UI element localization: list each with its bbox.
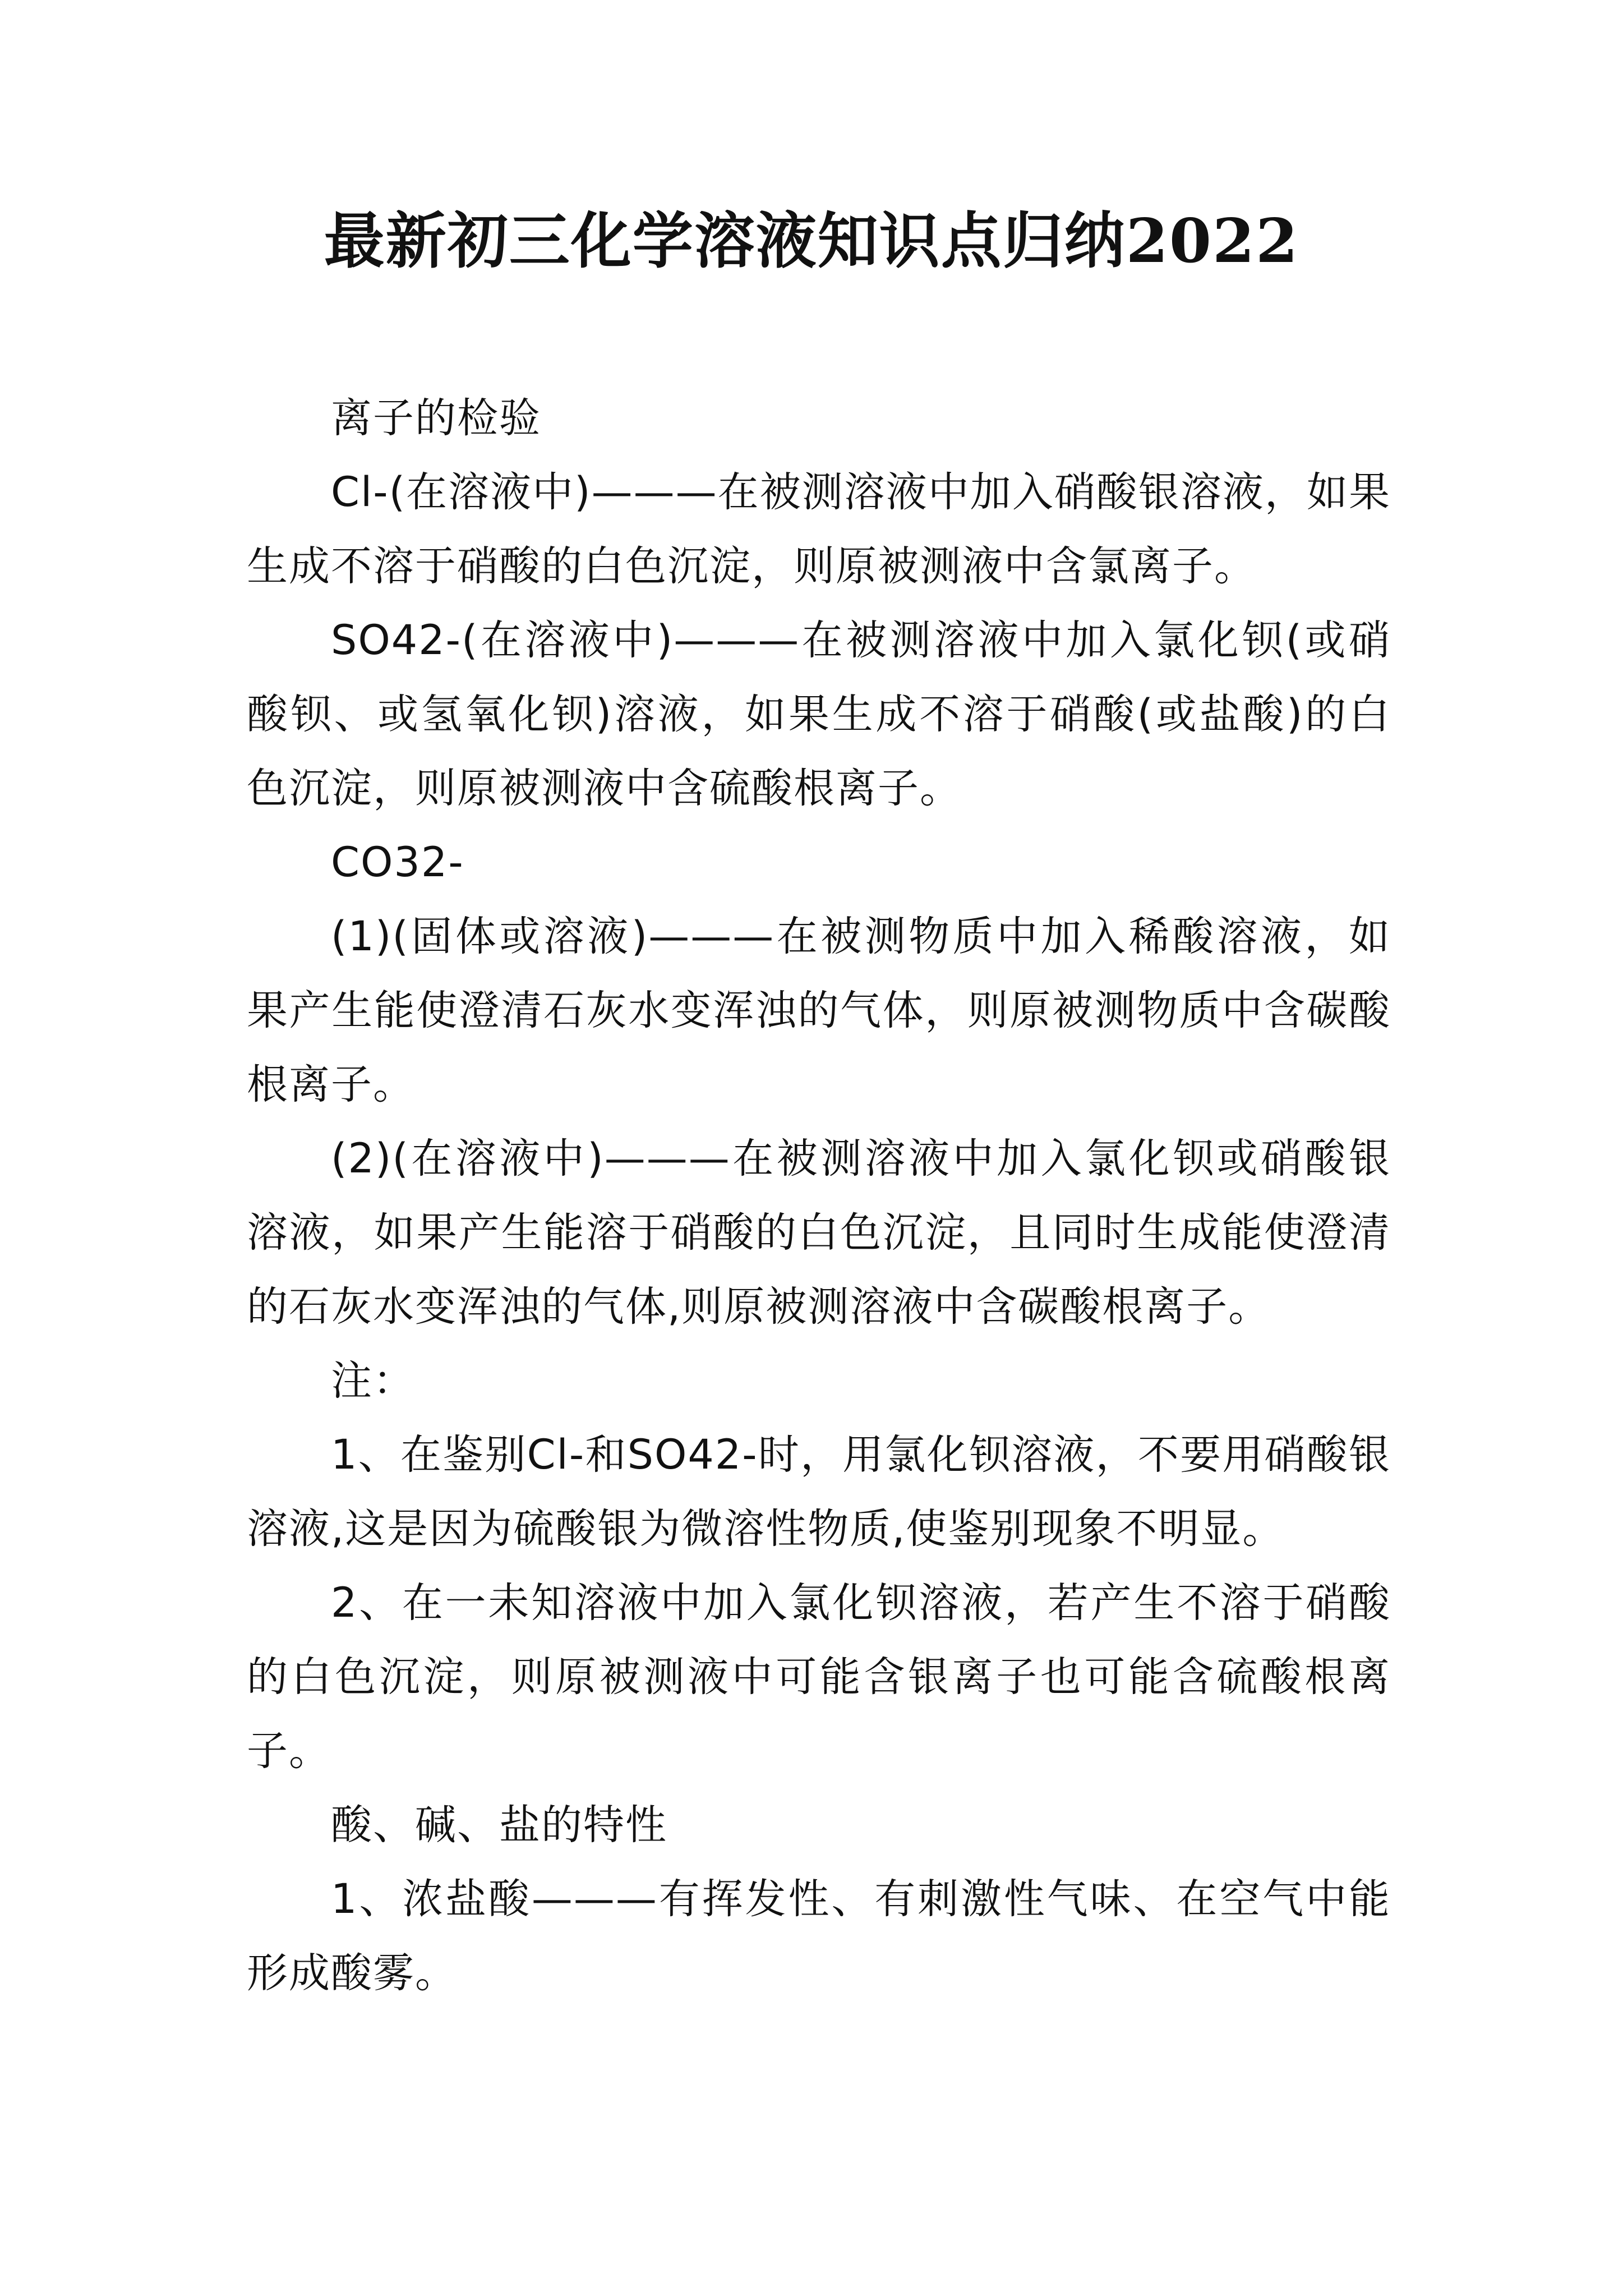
document-title: 最新初三化学溶液知识点归纳2022 — [324, 206, 1299, 277]
paragraph-sulfate-test: SO42-(在溶液中)———在被测溶液中加入氯化钡(或硝酸钡、或氢氧化钡)溶液，如果生成不溶于硝酸(或盐酸)的白色沉淀，则原被测液中含硫酸根离子。 — [247, 616, 1391, 812]
paragraph-section-heading-properties: 酸、碱、盐的特性 — [331, 1801, 667, 1849]
document-body — [247, 381, 1391, 2010]
paragraph-chloride-test: Cl-(在溶液中)———在被测溶液中加入硝酸银溶液，如果生成不溶于硝酸的白色沉淀，则原被测液中含氯离子。 — [247, 468, 1391, 590]
paragraph-section-heading-ion-test: 离子的检验 — [331, 394, 541, 442]
paragraph-concentrated-hcl: 1、浓盐酸———有挥发性、有刺激性气味、在空气中能形成酸雾。 — [247, 1875, 1391, 1997]
paragraph-note-label: 注： — [331, 1357, 415, 1405]
paragraph-carbonate-label: CO32- — [331, 839, 464, 886]
paragraph-carbonate-method-2: (2)(在溶液中)———在被测溶液中加入氯化钡或硝酸银溶液，如果产生能溶于硝酸的白色沉淀，且同时生成能使澄清的石灰水变浑浊的气体,则原被测溶液中含碳酸根离子。 — [247, 1135, 1391, 1331]
paragraph-carbonate-method-1: (1)(固体或溶液)———在被测物质中加入稀酸溶液，如果产生能使澄清石灰水变浑浊的气体，则原被测物质中含碳酸根离子。 — [247, 913, 1391, 1108]
paragraph-note-1: 1、在鉴别Cl-和SO42-时，用氯化钡溶液，不要用硝酸银溶液,这是因为硫酸银为微溶性物质,使鉴别现象不明显。 — [247, 1431, 1391, 1553]
paragraph-note-2: 2、在一未知溶液中加入氯化钡溶液，若产生不溶于硝酸的白色沉淀，则原被测液中可能含银离子也可能含硫酸根离子。 — [247, 1579, 1391, 1775]
